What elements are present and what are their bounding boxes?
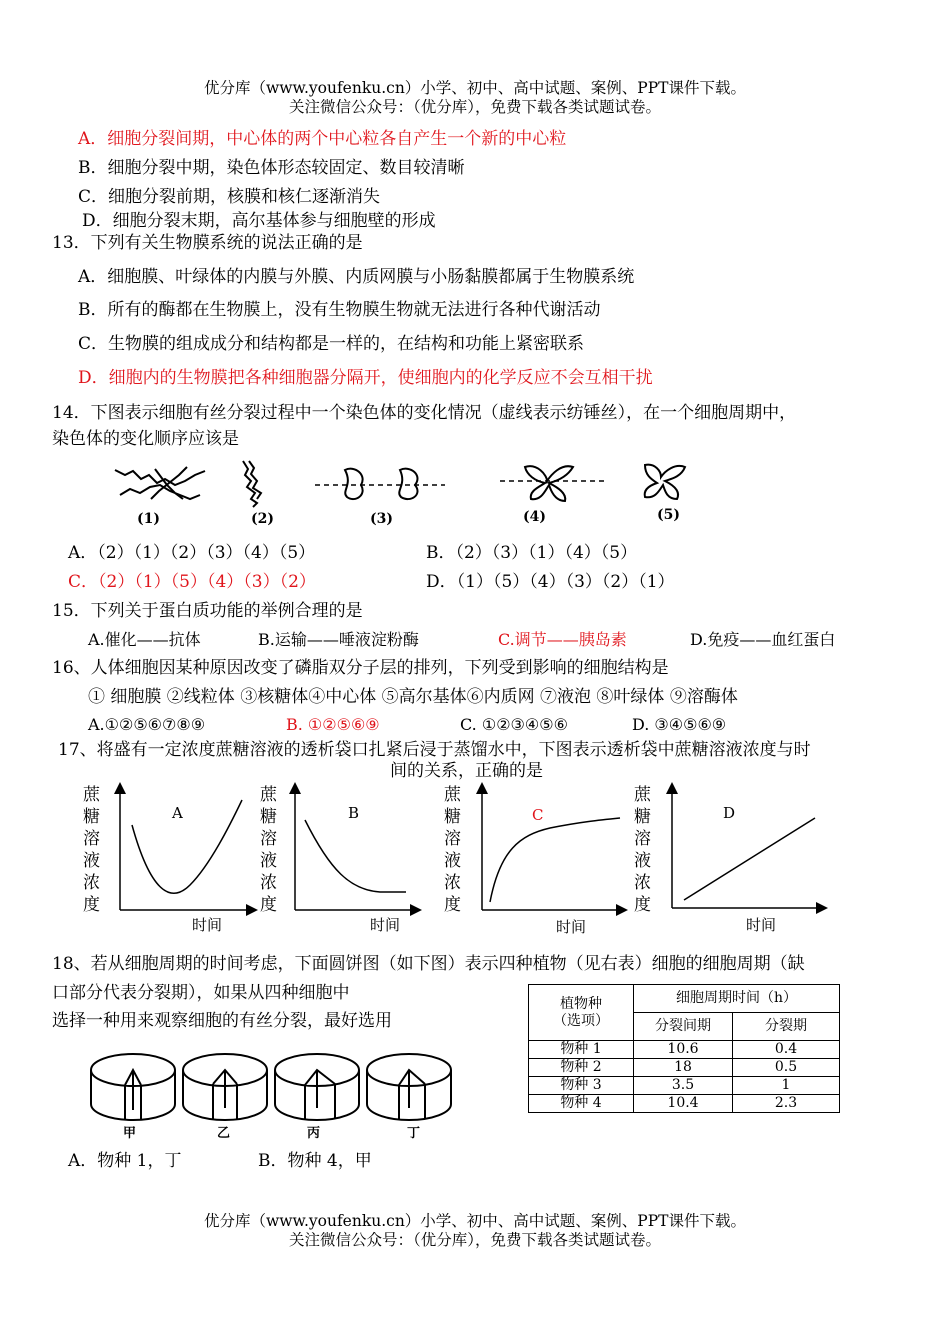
table-row: 物种 1 10.6 0.4 (529, 1041, 840, 1059)
chart-b-label: B (348, 804, 360, 822)
q15-option-a: A.催化——抗体 (88, 630, 201, 649)
pie-figures (85, 1040, 465, 1140)
q16-option-d: D. ③④⑤⑥⑨ (632, 715, 727, 734)
footer-line-1: 优分库（www.youfenku.cn）小学、初中、高中试题、案例、PPT课件下载。 (203, 1212, 747, 1230)
q15-stem: 15．下列关于蛋白质功能的举例合理的是 (52, 601, 363, 621)
fig-label-2: (2) (251, 511, 274, 527)
table-row: 物种 3 3.5 1 (529, 1077, 840, 1095)
table-header-species: 植物种 （选项） (529, 985, 634, 1041)
q17-charts (80, 780, 860, 940)
pie-jia (91, 1054, 175, 1120)
chart-c (444, 785, 622, 936)
chart-c-xlabel: 时间 (556, 918, 587, 936)
q14-stem-line-2: 染色体的变化顺序应该是 (52, 429, 239, 449)
q12-option-c: C．细胞分裂前期，核膜和核仁逐渐消失 (78, 187, 381, 207)
chart-d (634, 785, 822, 934)
chart-c-label: C (532, 806, 544, 824)
q16-option-a: A.①②⑤⑥⑦⑧⑨ (88, 715, 206, 734)
pie-ding (367, 1054, 451, 1120)
chart-a-xlabel: 时间 (192, 916, 223, 934)
q15-option-d: D.免疫——血红蛋白 (690, 630, 836, 649)
table-header-division: 分裂期 (733, 1013, 840, 1041)
ylabel-char: 糖 (444, 807, 461, 827)
ylabel-char: 度 (260, 895, 277, 915)
q15-option-b: B.运输——唾液淀粉酶 (258, 630, 419, 649)
ylabel-char: 液 (444, 851, 461, 871)
q14-option-d: D．（1）（5）（4）（3）（2）（1） (426, 572, 675, 592)
q18-stem-line-2: 口部分代表分裂期），如果从四种细胞中 (52, 983, 350, 1003)
ylabel-char: 溶 (634, 829, 651, 849)
ylabel-char: 度 (444, 895, 461, 915)
q16-option-c: C. ①②③④⑤⑥ (460, 715, 568, 734)
chromosome-2 (243, 461, 261, 507)
table-header-time: 细胞周期时间（h） (634, 985, 840, 1013)
fig-label-4: (4) (523, 509, 546, 525)
ylabel-char: 浓 (260, 873, 277, 893)
q16-stem: 16、人体细胞因某种原因改变了磷脂双分子层的排列，下列受到影响的细胞结构是 (52, 658, 669, 678)
q13-option-d: D．细胞内的生物膜把各种细胞器分隔开，使细胞内的化学反应不会互相干扰 (78, 368, 653, 388)
q15-option-c: C.调节——胰岛素 (498, 630, 627, 649)
ylabel-char: 浓 (83, 873, 100, 893)
q16-items: ① 细胞膜 ②线粒体 ③核糖体④中心体 ⑤高尔基体⑥内质网 ⑦液泡 ⑧叶绿体 ⑨溶酶体 (88, 687, 738, 707)
q17-stem-line-2: 间的关系，正确的是 (390, 761, 543, 781)
ylabel-char: 溶 (444, 829, 461, 849)
ylabel-char: 糖 (260, 807, 277, 827)
pie-label-yi: 乙 (217, 1126, 231, 1140)
header-line-1: 优分库（www.youfenku.cn）小学、初中、高中试题、案例、PPT课件下载。 (203, 79, 747, 97)
ylabel-char: 度 (83, 895, 100, 915)
q14-stem-line-1: 14．下图表示细胞有丝分裂过程中一个染色体的变化情况（虚线表示纺锤丝），在一个细胞周期中， (52, 403, 797, 423)
chromosome-5 (645, 465, 685, 499)
pie-label-bing: 丙 (307, 1126, 321, 1140)
pie-yi (183, 1054, 267, 1120)
ylabel-char: 蔗 (83, 785, 100, 805)
pie-label-ding: 丁 (407, 1126, 421, 1140)
chart-a (83, 785, 252, 934)
ylabel-char: 浓 (634, 873, 651, 893)
ylabel-char: 浓 (444, 873, 461, 893)
q12-option-b: B．细胞分裂中期，染色体形态较固定、数目较清晰 (78, 158, 465, 178)
q16-option-b: B. ①②⑤⑥⑨ (286, 715, 380, 734)
q17-stem-line-1: 17、将盛有一定浓度蔗糖溶液的透析袋口扎紧后浸于蒸馏水中，下图表示透析袋中蔗糖溶液浓度与时 (58, 740, 811, 760)
chromosome-3 (345, 469, 417, 499)
q18-stem-line-3: 选择一种用来观察细胞的有丝分裂，最好选用 (52, 1011, 392, 1031)
table-header-interphase: 分裂间期 (634, 1013, 733, 1041)
ylabel-char: 液 (634, 851, 651, 871)
footer-line-2: 关注微信公众号：（优分库），免费下载各类试题试卷。 (288, 1231, 661, 1249)
fig-label-3: (3) (370, 511, 393, 527)
q18-option-b: B．物种 4，甲 (258, 1151, 372, 1171)
q13-option-a: A．细胞膜、叶绿体的内膜与外膜、内质网膜与小肠黏膜都属于生物膜系统 (78, 267, 635, 287)
chart-b-xlabel: 时间 (370, 916, 401, 934)
q13-option-b: B．所有的酶都在生物膜上，没有生物膜生物就无法进行各种代谢活动 (78, 300, 601, 320)
chart-b (260, 785, 416, 934)
chromosome-figure (105, 455, 705, 535)
q14-option-c: C．（2）（1）（5）（4）（3）（2） (68, 572, 316, 592)
ylabel-char: 糖 (634, 807, 651, 827)
ylabel-char: 液 (83, 851, 100, 871)
ylabel-char: 糖 (83, 807, 100, 827)
q13-option-c: C．生物膜的组成成分和结构都是一样的，在结构和功能上紧密联系 (78, 334, 585, 354)
q12-option-a: A．细胞分裂间期，中心体的两个中心粒各自产生一个新的中心粒 (78, 129, 567, 149)
q14-option-a: A．（2）（1）（2）（3）（4）（5） (68, 543, 316, 563)
ylabel-char: 液 (260, 851, 277, 871)
chart-d-xlabel: 时间 (746, 916, 777, 934)
ylabel-char: 度 (634, 895, 651, 915)
chromosome-4 (525, 466, 573, 501)
header-line-2: 关注微信公众号：（优分库），免费下载各类试题试卷。 (288, 98, 661, 116)
q18-option-a: A．物种 1，丁 (68, 1151, 182, 1171)
pie-label-jia: 甲 (123, 1126, 137, 1140)
ylabel-char: 溶 (260, 829, 277, 849)
ylabel-char: 蔗 (260, 785, 277, 805)
table-row: 物种 2 18 0.5 (529, 1059, 840, 1077)
cell-cycle-table (528, 984, 840, 1113)
q13-stem: 13．下列有关生物膜系统的说法正确的是 (52, 233, 363, 253)
chart-a-label: A (172, 804, 183, 822)
chromosome-1 (115, 467, 205, 499)
pie-bing (275, 1054, 359, 1120)
q12-option-d: D．细胞分裂末期，高尔基体参与细胞壁的形成 (82, 211, 436, 231)
q14-option-b: B．（2）（3）（1）（4）（5） (426, 543, 638, 563)
ylabel-char: 蔗 (444, 785, 461, 805)
ylabel-char: 溶 (83, 829, 100, 849)
fig-label-5: (5) (657, 507, 680, 523)
fig-label-1: (1) (137, 511, 160, 527)
chart-d-label: D (723, 804, 736, 822)
ylabel-char: 蔗 (634, 785, 651, 805)
table-row: 物种 4 10.4 2.3 (529, 1095, 840, 1113)
q18-stem-line-1: 18、若从细胞周期的时间考虑，下面圆饼图（如下图）表示四种植物（见右表）细胞的细胞周期（缺 (52, 954, 805, 974)
